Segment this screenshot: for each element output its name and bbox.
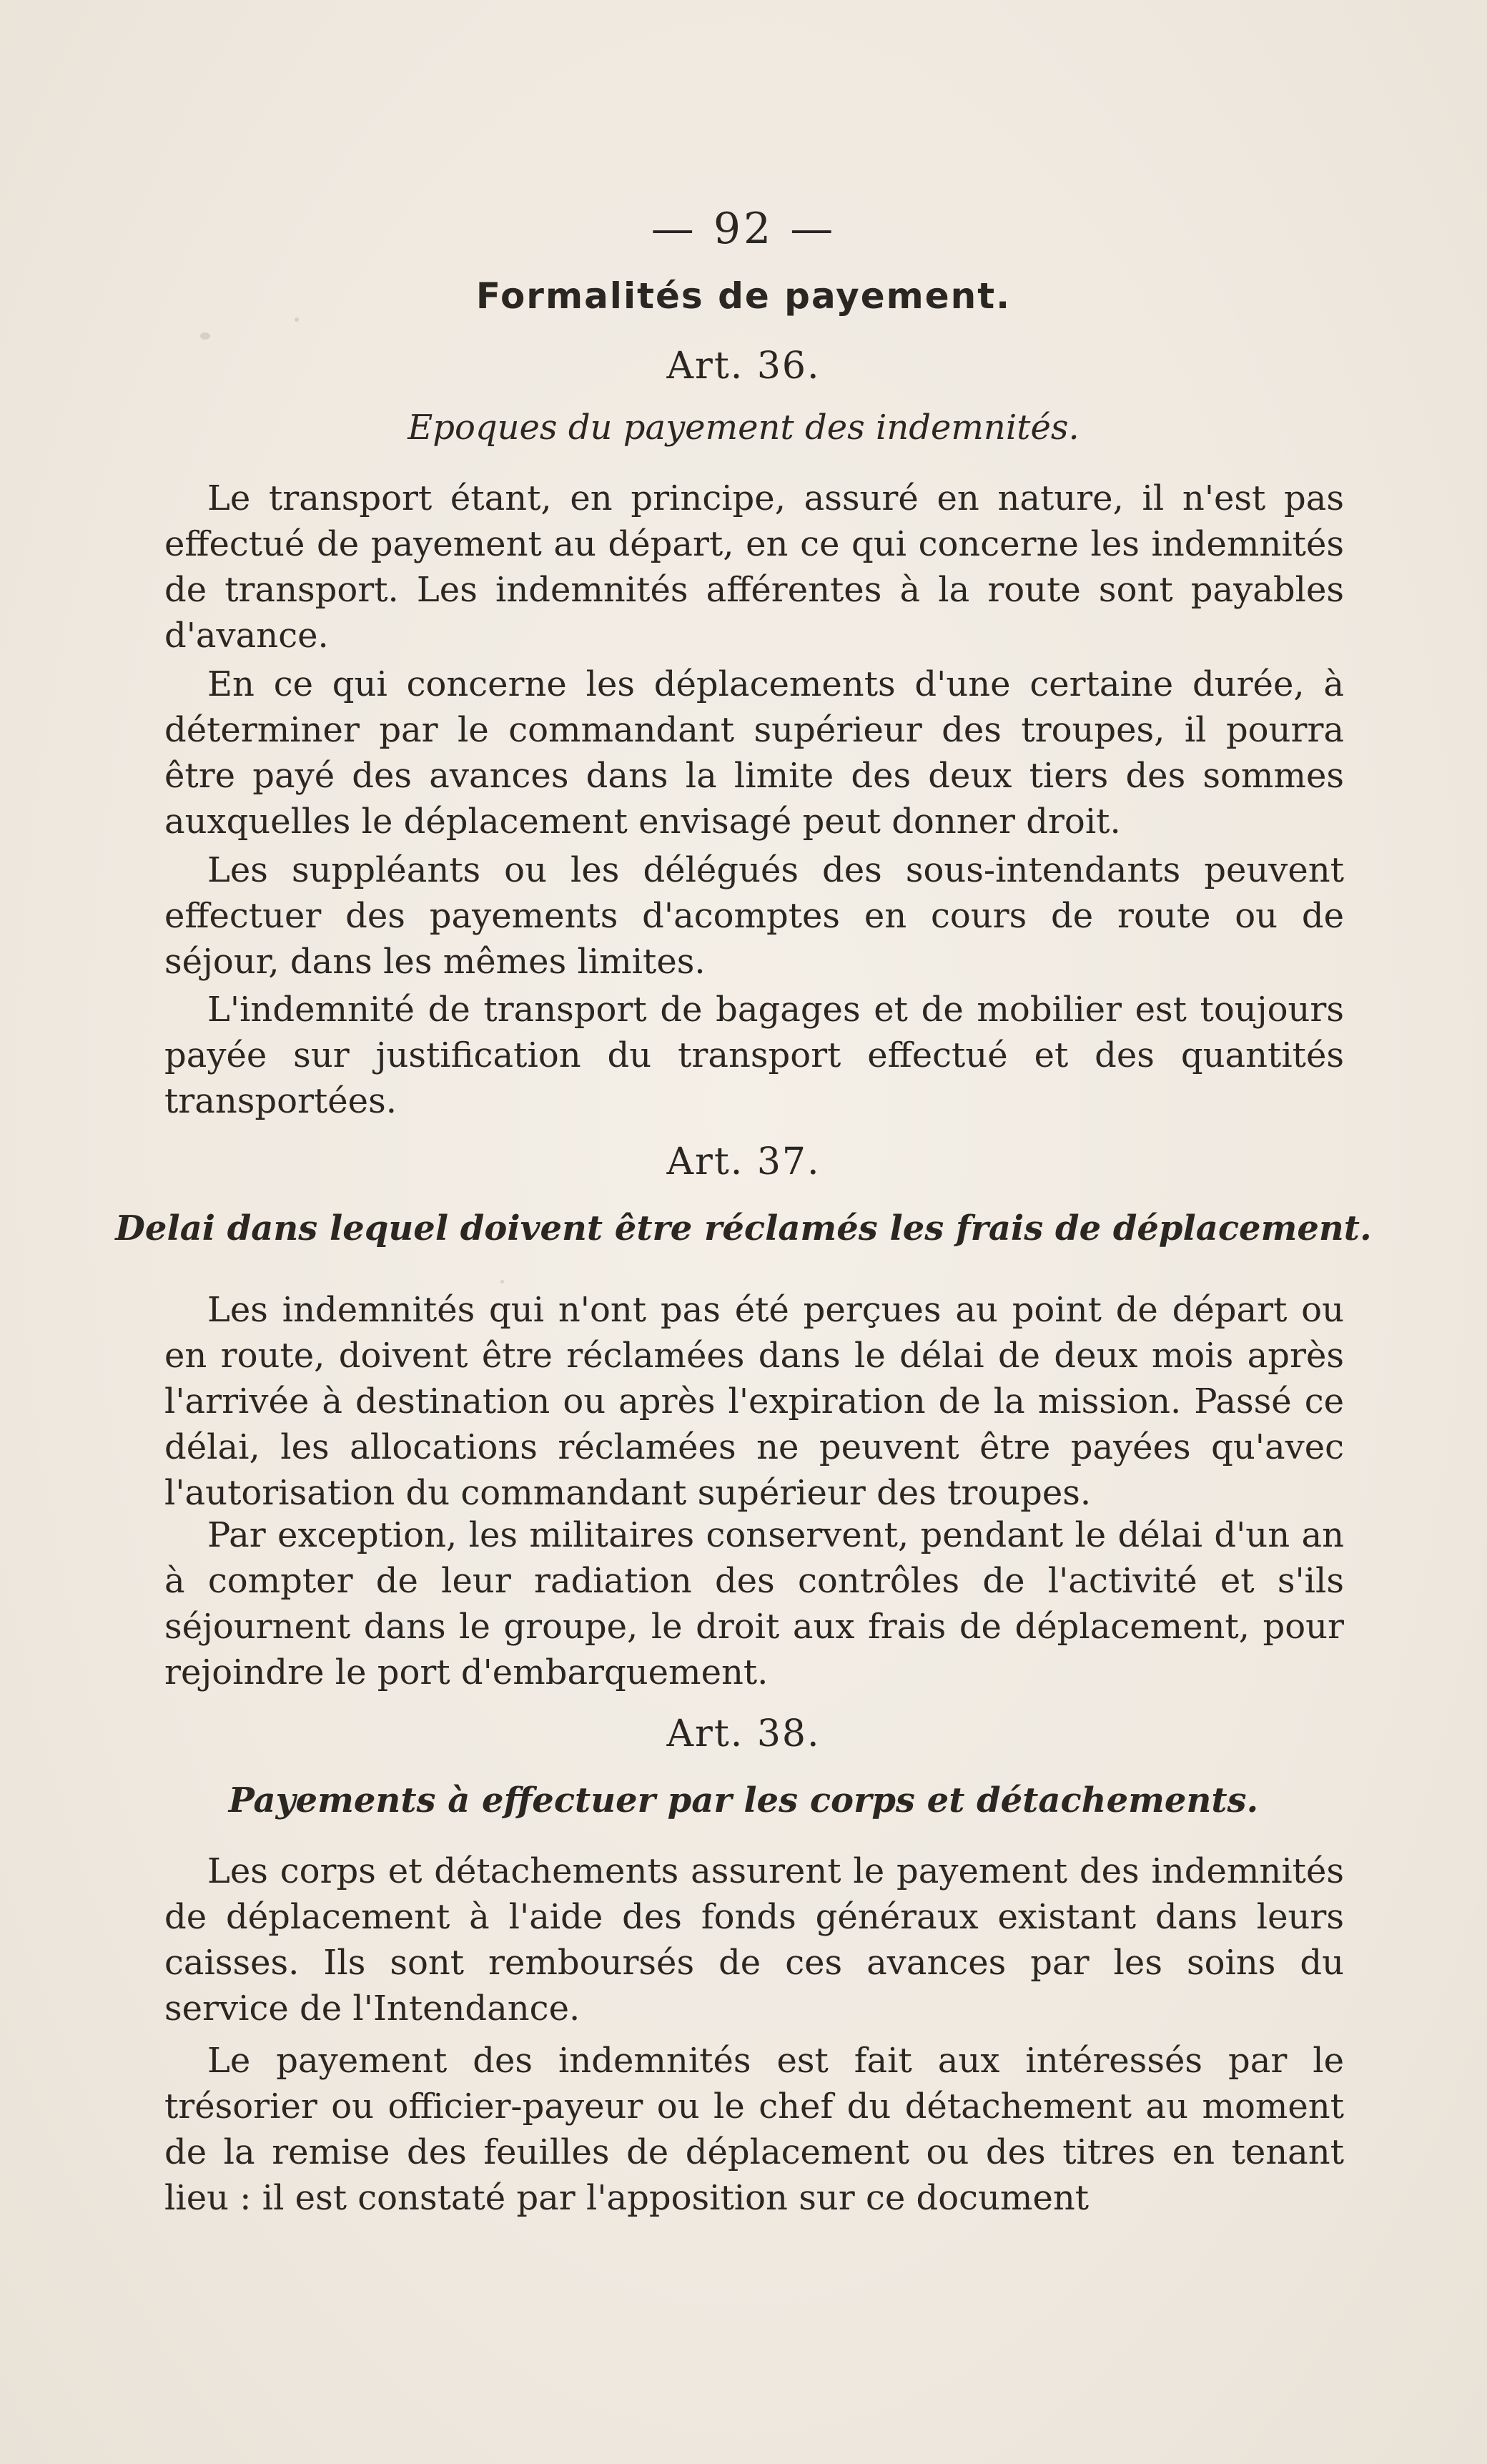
- article-38-paragraph-2: Le payement des indemnités est fait aux intéressés par le trésorier ou officier-payeur ou le chef du détachement au moment de la remise des feuilles de déplacement ou des titres en tenant lieu : il est constaté par l'apposition sur ce document: [164, 2041, 1344, 2218]
- article-38-heading: Payements à effectuer par les corps et détachements.: [228, 1780, 1259, 1820]
- paper-speck: [295, 317, 299, 322]
- article-36-heading: Epoques du payement des indemnités.: [407, 408, 1080, 448]
- article-38-paragraph-1: Les corps et détachements assurent le payement des indemnités de déplacement à l'aide des fonds généraux existant dans leurs caisses. Ils sont remboursés de ces avances par les soins du service de l'Intendance.: [164, 1851, 1344, 2029]
- paper-speck: [200, 332, 210, 340]
- article-36-paragraph-2: En ce qui concerne les déplacements d'une certaine durée, à déterminer par le commandant supérieur des troupes, il pourra être payé des avances dans la limite des deux tiers des sommes auxquelles le déplacement envisagé peut donner droit.: [164, 664, 1344, 842]
- article-37-paragraph-1: Les indemnités qui n'ont pas été perçues au point de départ ou en route, doivent être réclamées dans le délai de deux mois après l'arrivée à destination ou après l'expiration de la mission. Passé ce délai, les allocations réclamées ne peuvent être payées qu'avec l'autorisation du commandant supérieur des troupes.: [164, 1290, 1344, 1513]
- article-37-number: Art. 37.: [666, 1140, 821, 1183]
- page-number: — 92 —: [651, 204, 836, 254]
- article-36-paragraph-4: L'indemnité de transport de bagages et de mobilier est toujours payée sur justification du transport effectué et des quantités transportées.: [164, 990, 1344, 1121]
- article-37-paragraph-2: Par exception, les militaires conservent, pendant le délai d'un an à compter de leur radiation des contrôles de l'activité et s'ils séjournent dans le groupe, le droit aux frais de déplacement, pour rejoindre le port d'embarquement.: [164, 1515, 1344, 1692]
- article-36-paragraph-3: Les suppléants ou les délégués des sous-intendants peuvent effectuer des payements d'acomptes en cours de route ou de séjour, dans les mêmes limites.: [164, 850, 1344, 982]
- section-title: Formalités de payement.: [475, 275, 1012, 317]
- article-37-heading: Delai dans lequel doivent être réclamés les frais de déplacement.: [115, 1208, 1372, 1248]
- article-36-number: Art. 36.: [666, 345, 821, 388]
- article-38-number: Art. 38.: [666, 1713, 821, 1755]
- paper-speck: [500, 1280, 504, 1283]
- article-36-paragraph-1: Le transport étant, en principe, assuré en nature, il n'est pas effectué de payement au départ, en ce qui concerne les indemnités de transport. Les indemnités afférentes à la route sont payables d'avance.: [164, 478, 1344, 656]
